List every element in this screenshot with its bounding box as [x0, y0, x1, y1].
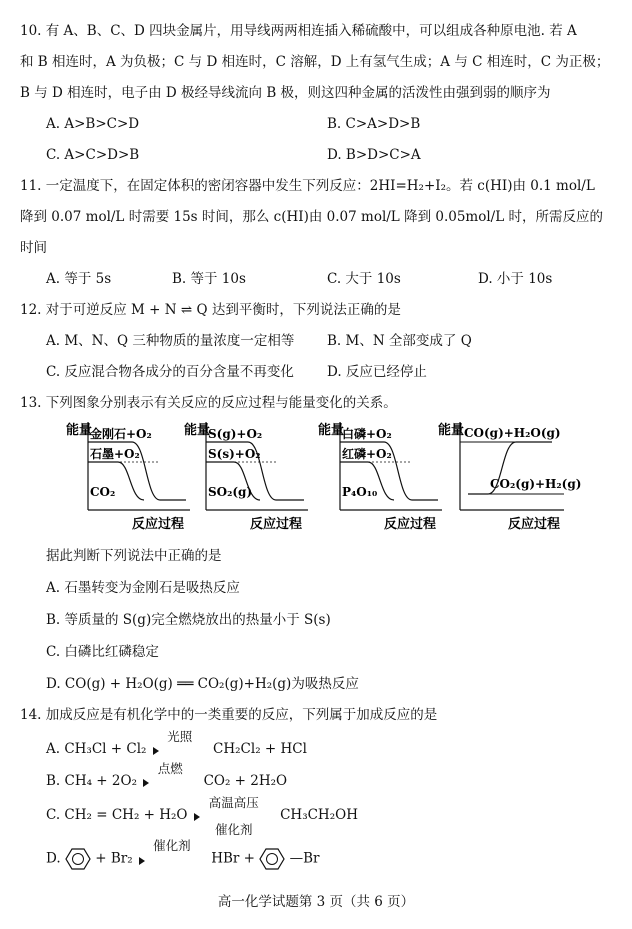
q13-line-2: 据此判断下列说法中正确的是: [46, 548, 222, 564]
q14-d-substituent: —Br: [289, 850, 320, 867]
q14-b-reactants: B. CH₄ + 2O₂: [46, 773, 137, 789]
q13-option-d: D. CO(g) + H₂O(g) ══ CO₂(g)+H₂(g)为吸热反应: [46, 676, 359, 692]
energy-diagram-sulfur-svg: [184, 420, 316, 532]
q12-option-b: B. M、N 全部变成了 Q: [327, 333, 472, 349]
mid-label: 石墨+O₂: [90, 447, 140, 461]
high-label: S(g)+O₂: [208, 427, 263, 441]
high-label: CO(g)+H₂O(g): [464, 426, 561, 440]
q14-option-b: [46, 760, 288, 790]
q10-line-3: B 与 D 相连时，电子由 D 极经导线流向 B 极，则这四种金属的活泼性由强到弱的顺序为: [20, 85, 551, 101]
arrow-condition-bottom: 催化剂: [215, 821, 253, 837]
energy-diagrams: [66, 420, 582, 532]
q14-a-reactants: A. CH₃Cl + Cl₂: [46, 741, 147, 757]
q12-line-1: 12. 对于可逆反应 M + N ⇌ Q 达到平衡时，下列说法正确的是: [20, 302, 401, 318]
benzene-ring-icon: [259, 848, 285, 870]
low-label: SO₂(g): [208, 485, 253, 499]
q10-option-a: A. A>B>C>D: [46, 116, 140, 132]
q11-line-2: 降到 0.07 mol/L 时需要 15s 时间，那么 c(HI)由 0.07 mol/L 降到 0.05mol/L 时，所需反应的: [20, 209, 603, 225]
q13-option-a: A. 石墨转变为金刚石是吸热反应: [46, 580, 240, 596]
arrow-condition: 光照: [167, 728, 193, 744]
q14-b-products: CO₂ + 2H₂O: [203, 773, 288, 789]
y-label: 能量: [438, 423, 465, 438]
q14-line-1: 14. 加成反应是有机化学中的一类重要的反应，下列属于加成反应的是: [20, 707, 438, 723]
mid-label: 红磷+O₂: [342, 447, 392, 461]
energy-diagram-sulfur: [184, 420, 316, 532]
low-label: CO₂: [90, 485, 116, 499]
q14-option-a: [46, 728, 307, 758]
x-label: 反应过程: [250, 517, 303, 532]
benzene-ring-icon: [65, 848, 91, 870]
q11-line-1: 11. 一定温度下，在固定体积的密闭容器中发生下列反应：2HI=H₂+I₂。若 c(HI)由 0.1 mol/L: [20, 178, 595, 194]
q11-option-a: A. 等于 5s: [46, 271, 112, 287]
q10-option-c: C. A>C>D>B: [46, 147, 140, 163]
q11-option-c: C. 大于 10s: [327, 271, 401, 287]
q12-option-d: D. 反应已经停止: [327, 364, 427, 380]
y-label: 能量: [184, 423, 211, 438]
q14-c-products: CH₃CH₂OH: [280, 807, 358, 823]
energy-diagram-co: [438, 420, 582, 532]
mid-label: S(s)+O₂: [208, 447, 261, 461]
q10-option-b: B. C>A>D>B: [327, 116, 421, 132]
page-footer: 高一化学试题第 3 页（共 6 页）: [217, 894, 415, 910]
q11-option-d: D. 小于 10s: [478, 271, 553, 287]
arrow-condition-top: 高温高压: [208, 794, 259, 810]
q10-option-d: D. B>D>C>A: [327, 147, 421, 163]
low-label: P₄O₁₀: [342, 485, 378, 499]
q14-d-product: HBr +: [211, 850, 255, 867]
q12-option-c: C. 反应混合物各成分的百分含量不再变化: [46, 364, 294, 380]
energy-diagram-phosphorus-svg: [318, 420, 450, 532]
energy-diagram-diamond: [66, 420, 198, 532]
q14-d-prefix: D.: [46, 850, 61, 867]
energy-diagram-diamond-svg: [66, 420, 198, 532]
q14-option-c: [46, 794, 358, 837]
q11-option-b: B. 等于 10s: [172, 271, 246, 287]
x-label: 反应过程: [132, 517, 185, 532]
q14-option-d: [46, 838, 320, 870]
low-label: CO₂(g)+H₂(g): [490, 477, 582, 491]
high-label: 金刚石+O₂: [90, 427, 152, 441]
high-label: 白磷+O₂: [342, 427, 392, 441]
q14-d-reactant: + Br₂: [95, 850, 133, 867]
x-label: 反应过程: [508, 517, 561, 532]
arrow-condition: 催化剂: [153, 838, 191, 853]
q13-option-c: C. 白磷比红磷稳定: [46, 644, 159, 660]
energy-diagram-co-svg: [438, 420, 582, 532]
q13-line-1: 13. 下列图象分别表示有关反应的反应过程与能量变化的关系。: [20, 395, 397, 411]
y-label: 能量: [66, 423, 93, 438]
q12-option-a: A. M、N、Q 三种物质的量浓度一定相等: [46, 333, 295, 349]
q10-line-1: 10. 有 A、B、C、D 四块金属片，用导线两两相连插入稀硫酸中，可以组成各种原电池. 若 A: [20, 23, 577, 39]
y-label: 能量: [318, 423, 345, 438]
q10-line-2: 和 B 相连时，A 为负极；C 与 D 相连时，C 溶解，D 上有氢气生成；A 与 C 相连时，C 为正极；: [20, 54, 610, 70]
q14-c-reactants: C. CH₂ = CH₂ + H₂O: [46, 807, 188, 823]
energy-diagram-phosphorus: [318, 420, 450, 532]
arrow-condition: 点燃: [157, 760, 183, 776]
q13-option-b: B. 等质量的 S(g)完全燃烧放出的热量小于 S(s): [46, 612, 331, 628]
x-label: 反应过程: [384, 517, 437, 532]
q11-line-3: 时间: [20, 240, 47, 256]
q14-a-products: CH₂Cl₂ + HCl: [213, 741, 307, 757]
